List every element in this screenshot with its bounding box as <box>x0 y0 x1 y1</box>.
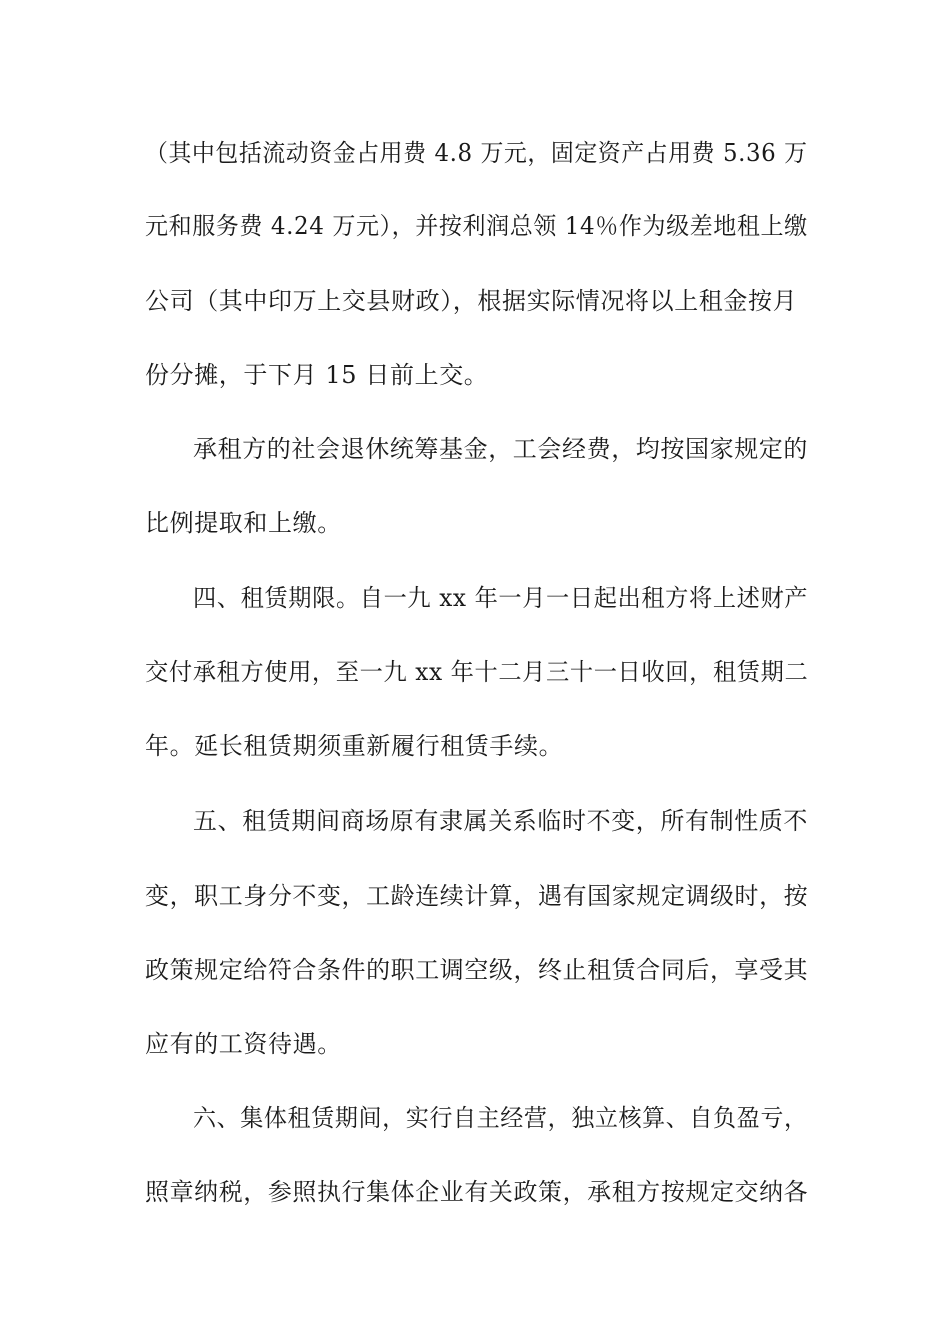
text-line: 公司（其中印万上交县财政），根据实际情况将以上租金按月 <box>145 287 798 315</box>
text-line: 年。延长租赁期须重新履行租赁手续。 <box>145 732 564 760</box>
text-line: 比例提取和上缴。 <box>145 509 342 537</box>
paragraph-first-line: 四、租赁期限。自一九 xx 年一月一日起出租方将上述财产 <box>193 584 809 612</box>
paragraph-first-line: 五、租赁期间商场原有隶属关系临时不变，所有制性质不 <box>193 807 808 835</box>
text-line: 交付承租方使用，至一九 xx 年十二月三十一日收回，租赁期二 <box>145 658 809 686</box>
text-line: 份分摊，于下月 15 日前上交。 <box>145 361 489 389</box>
paragraph-first-line: 承租方的社会退休统筹基金，工会经费，均按国家规定的 <box>193 435 808 463</box>
paragraph-first-line: 六、集体租赁期间，实行自主经营，独立核算、自负盈亏， <box>193 1104 808 1132</box>
text-line: （其中包括流动资金占用费 4.8 万元，固定资产占用费 5.36 万 <box>145 139 808 167</box>
text-line: 政策规定给符合条件的职工调空级，终止租赁合同后，享受其 <box>145 956 809 984</box>
text-line: 应有的工资待遇。 <box>145 1030 342 1058</box>
text-line: 元和服务费 4.24 万元），并按利润总领 14％作为级差地租上缴 <box>145 212 808 240</box>
text-line: 照章纳税，参照执行集体企业有关政策，承租方按规定交纳各 <box>145 1178 809 1206</box>
text-line: 变，职工身分不变，工龄连续计算，遇有国家规定调级时，按 <box>145 882 809 910</box>
